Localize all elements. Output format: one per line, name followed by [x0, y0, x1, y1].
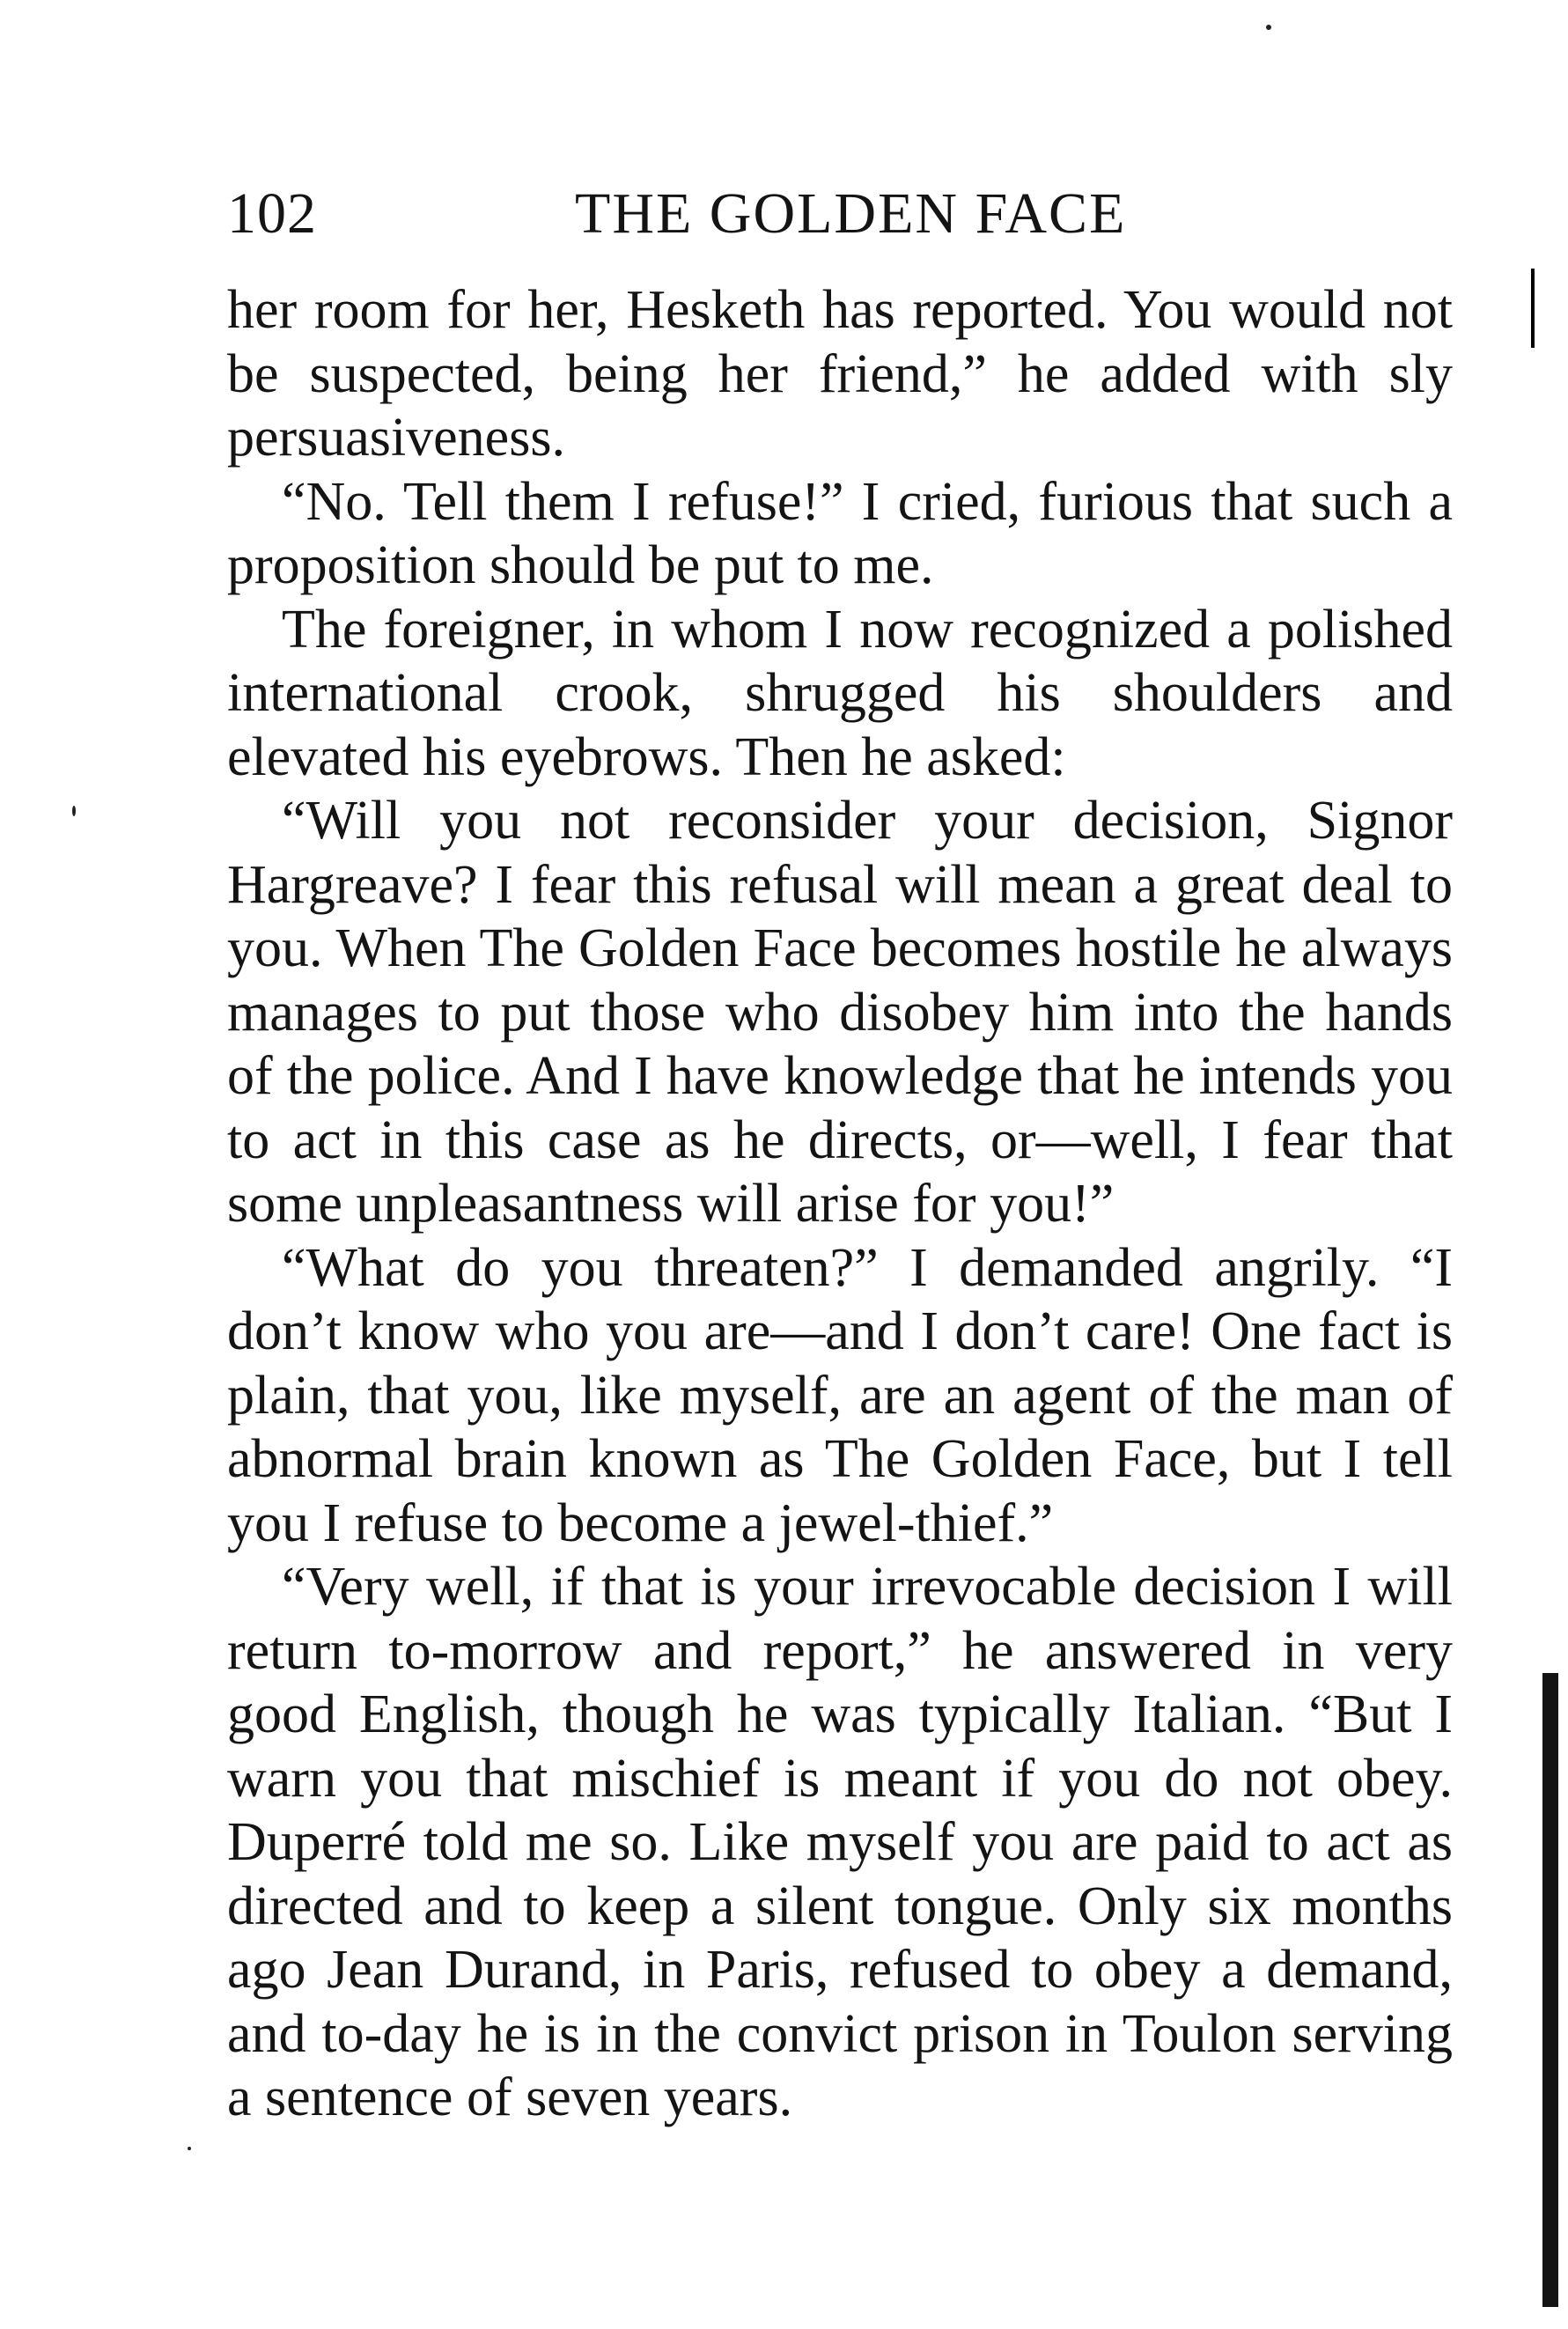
paragraph: “What do you threaten?” I demanded angrily. “I don’t know who you are—and I don’t care! One fact is plain, that you, like myself, are an agent of the man of abnormal brain known as The Golden Face, but I tell you I refuse to become a jewel-thief.”: [227, 1237, 1453, 1553]
paragraph: “Very well, if that is your irrevocable decision I will return to-morrow and report,” he answered in very good English, though he was typically Italian. “But I warn you that mischief is meant if you do not obey. Duperré told me so. Like myself you are paid to act as directed and to keep a silent tongue. Only six months ago Jean Durand, in Paris, refused to obey a demand, and to-day he is in the convict prison in Toulon serving a sentence of seven years.: [227, 1557, 1453, 2127]
scan-edge-mark: [1542, 1673, 1558, 2307]
scan-speck: [72, 806, 76, 816]
body-text: [227, 278, 1453, 2130]
scan-edge-mark: [1531, 269, 1535, 348]
running-head: [227, 174, 1127, 254]
running-title: THE GOLDEN FACE: [575, 181, 1127, 246]
paragraph: “Will you not reconsider your decision, Signor Hargreave? I fear this refusal will mean a great deal to you. When The Golden Face becomes hostile he always manages to put those who disobey him into the hands of the police. And I have knowledge that he intends you to act in this case as he directs, or—well, I fear that some unpleasantness will arise for you!”: [227, 791, 1453, 1234]
paragraph: The foreigner, in whom I now recognized a polished international crook, shrugged his shoulders and elevated his eyebrows. Then he asked:: [227, 599, 1453, 787]
scan-speck: [1266, 25, 1271, 30]
paragraph: “No. Tell them I refuse!” I cried, furious that such a proposition should be put to me.: [227, 471, 1453, 595]
scan-speck: [188, 2147, 191, 2150]
paragraph: her room for her, Hesketh has reported. You would not be suspected, being her friend,” he added with sly persuasiveness.: [227, 280, 1453, 468]
page-number: 102: [227, 181, 317, 246]
